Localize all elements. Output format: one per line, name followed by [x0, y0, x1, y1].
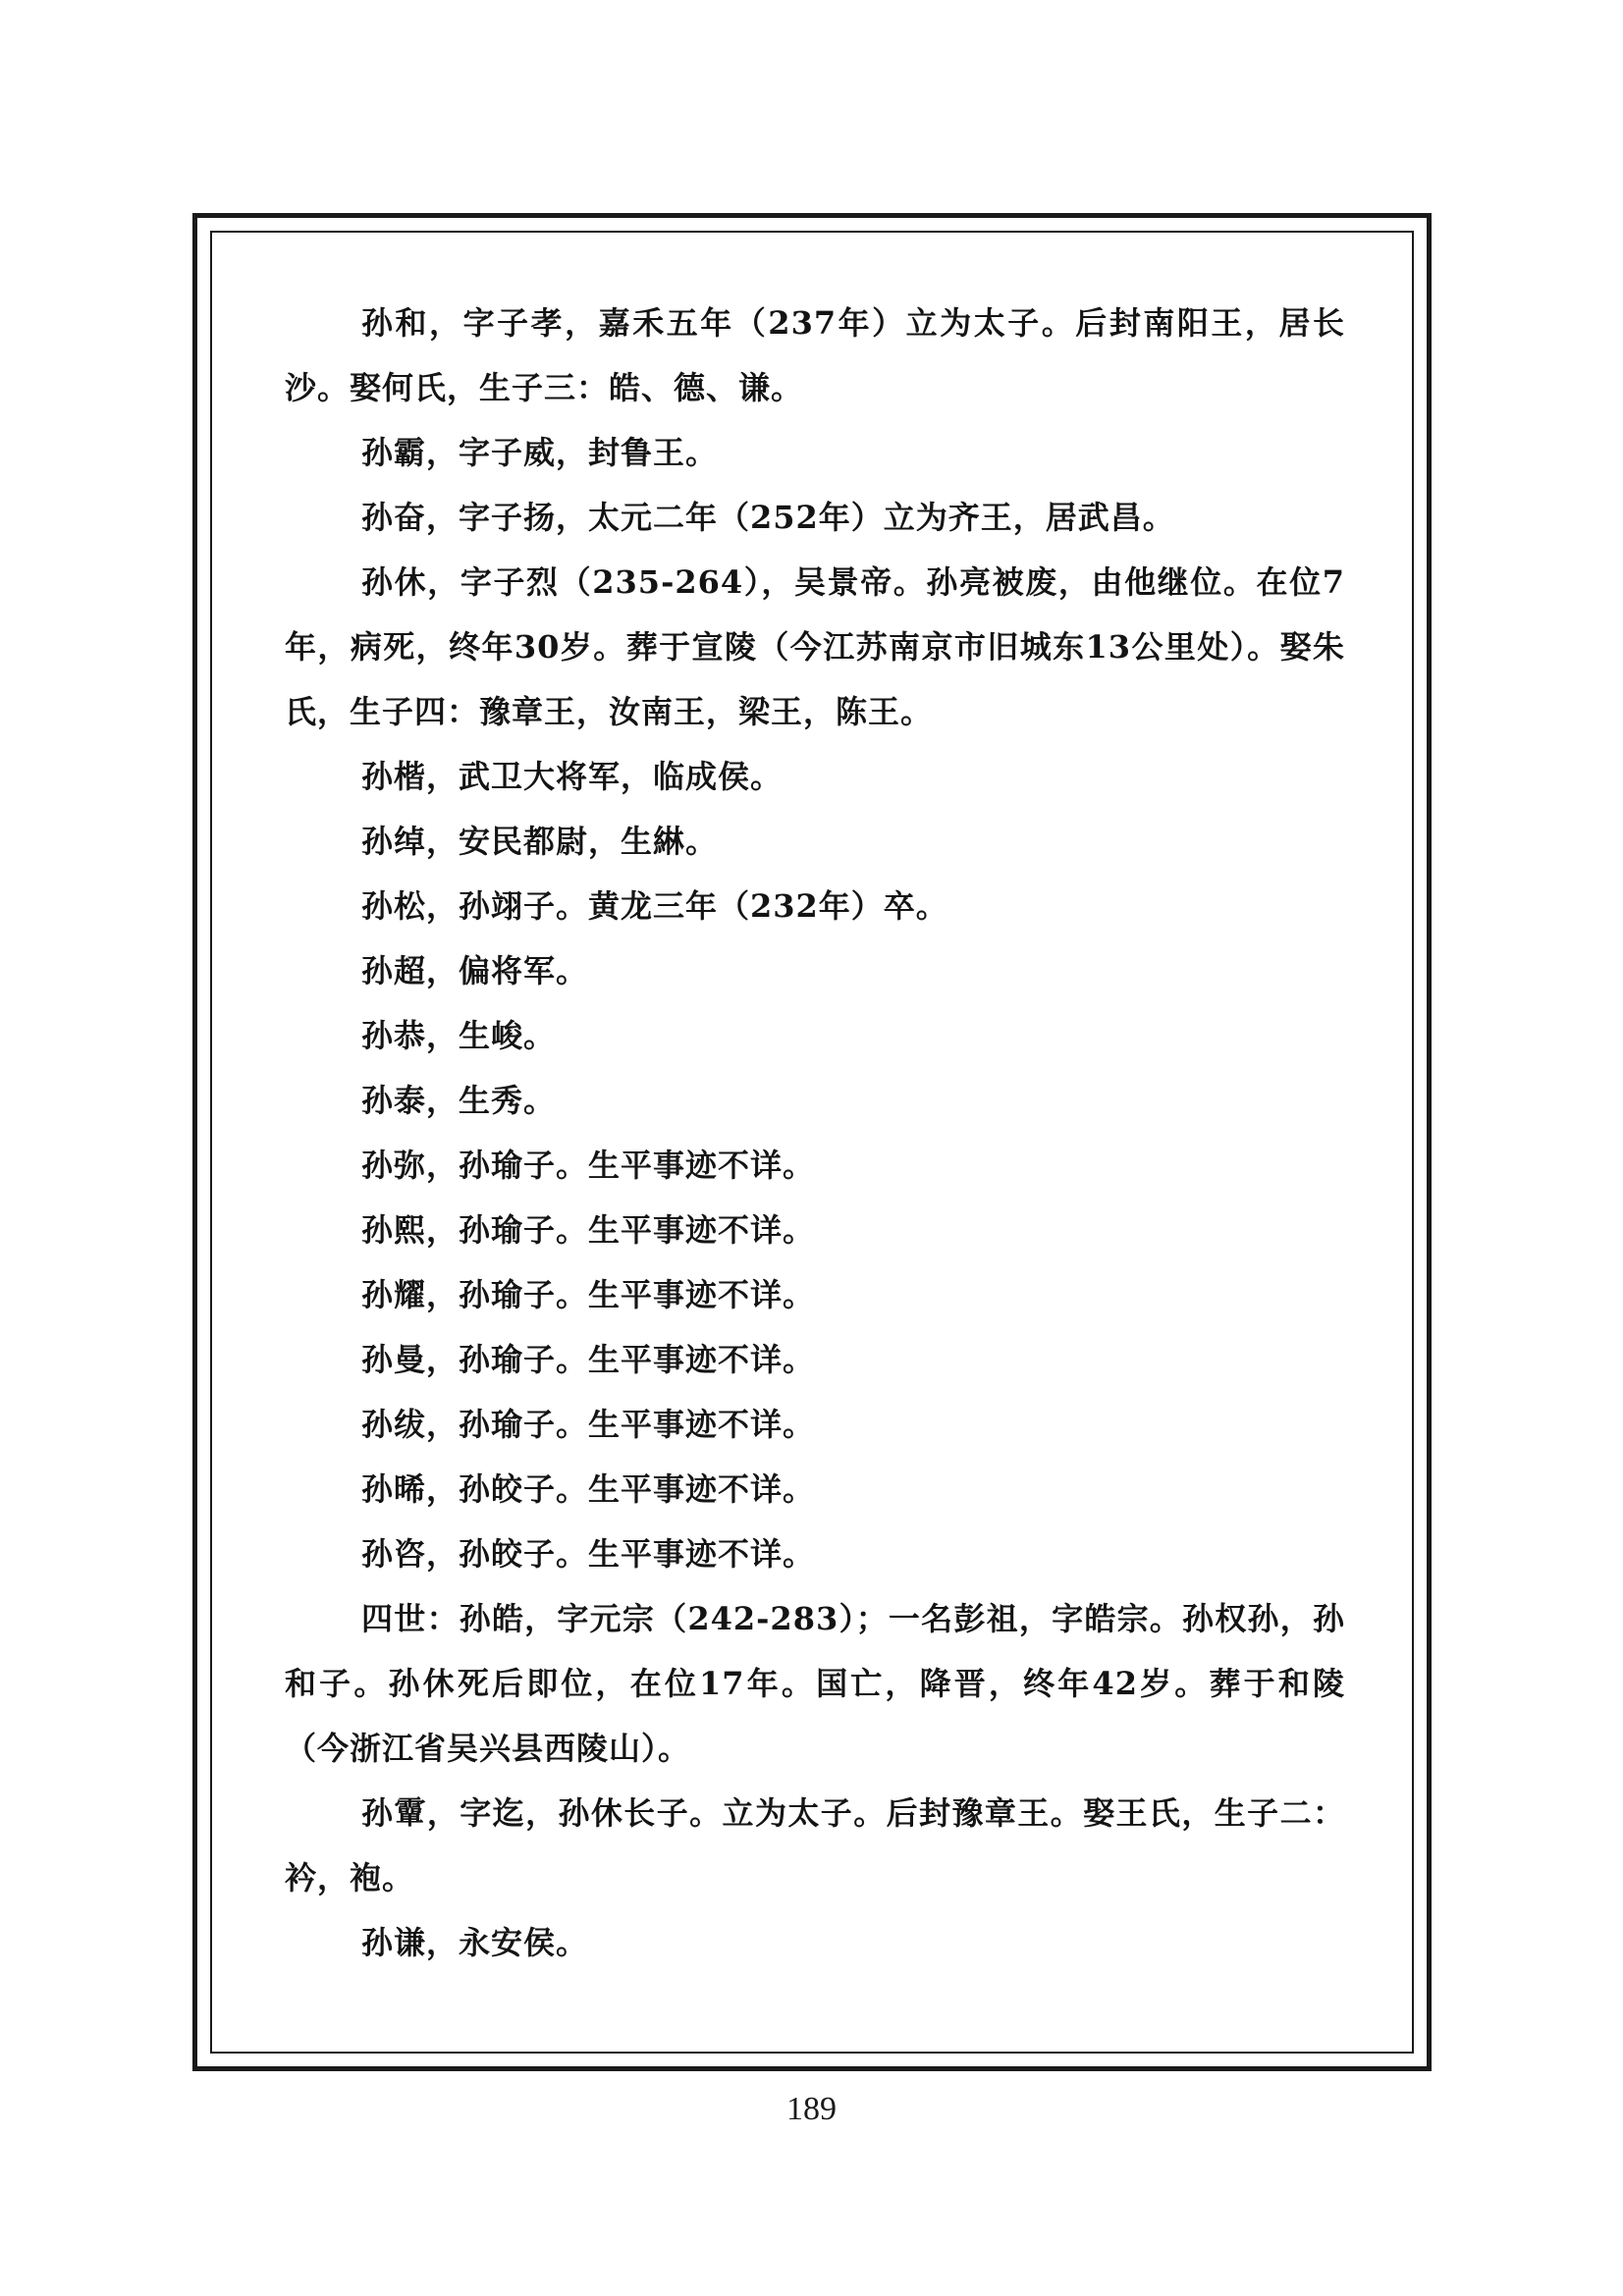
paragraph: 孙奋，字子扬，太元二年（252年）立为齐王，居武昌。 [361, 499, 1175, 536]
paragraph: 孙和，字子孝，嘉禾五年（237年）立为太子。后封南阳王，居长沙。娶何氏，生子三：皓、德、谦。 [285, 304, 1345, 406]
paragraph: 孙谦，永安侯。 [361, 1924, 589, 1961]
paragraph: 孙晞，孙皎子。生平事迹不详。 [361, 1470, 816, 1508]
page-number: 189 [786, 2091, 837, 2127]
paragraph: 孙楷，武卫大将军，临成侯。 [361, 758, 784, 795]
paragraph: 孙泰，生秀。 [361, 1082, 557, 1119]
paragraph: 孙绰，安民都尉，生綝。 [361, 823, 719, 860]
paragraph: 孙松，孙翊子。黄龙三年（232年）卒。 [361, 887, 948, 925]
paragraph: 孙曼，孙瑜子。生平事迹不详。 [361, 1341, 816, 1378]
paragraph: 孙霸，字子威，封鲁王。 [361, 434, 719, 471]
paragraph: 孙咨，孙皎子。生平事迹不详。 [361, 1535, 816, 1573]
paragraph: 孙超，偏将军。 [361, 952, 589, 989]
paragraph: 孙耀，孙瑜子。生平事迹不详。 [361, 1276, 816, 1313]
paragraph: 孙恭，生峻。 [361, 1017, 557, 1054]
paragraph: 孙熙，孙瑜子。生平事迹不详。 [361, 1211, 816, 1249]
paragraph: 孙绂，孙瑜子。生平事迹不详。 [361, 1406, 816, 1443]
paragraph: 孙休，字子烈（235-264），吴景帝。孙亮被废，由他继位。在位7年，病死，终年30岁。葬于宣陵（今江苏南京市旧城东13公里处）。娶朱氏，生子四：豫章王，汝南王，梁王，陈王。 [285, 563, 1345, 730]
body-text [285, 291, 1345, 1975]
paragraph: 孙弥，孙瑜子。生平事迹不详。 [361, 1147, 816, 1184]
paragraph: 孙𩅦，字迄，孙休长子。立为太子。后封豫章王。娶王氏，生子二：衿，袍。 [285, 1794, 1345, 1896]
paragraph: 四世：孙皓，字元宗（242-283）；一名彭祖，字皓宗。孙权孙，孙和子。孙休死后即位，在位17年。国亡，降晋，终年42岁。葬于和陵（今浙江省吴兴县西陵山）。 [285, 1600, 1345, 1767]
